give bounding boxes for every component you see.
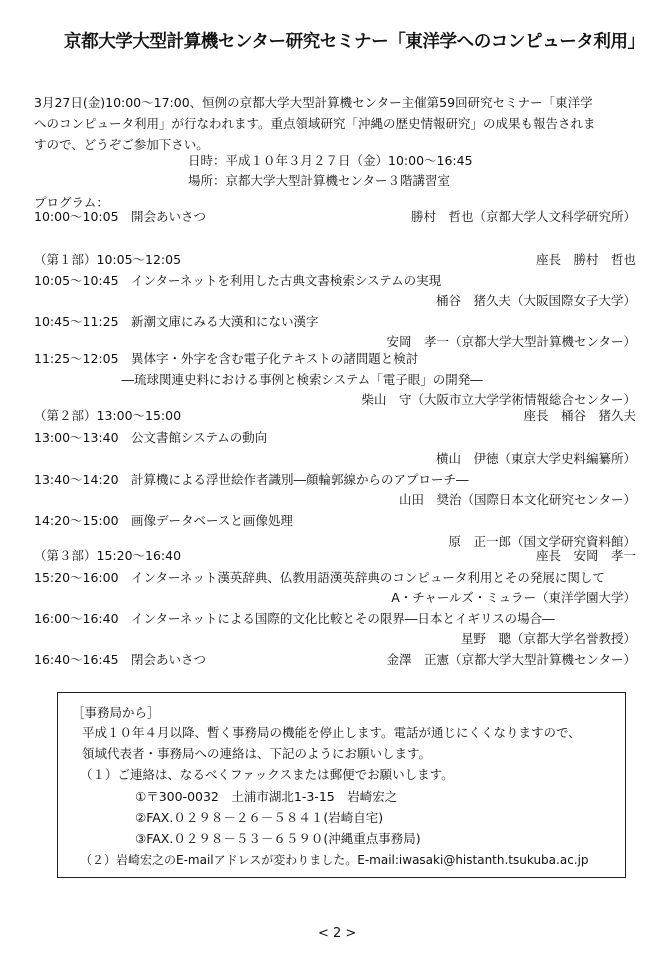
program-speaker: 座長 勝村 哲也 bbox=[535, 252, 636, 267]
notice-line: （１）ご連絡は、なるべくファックスまたは郵便でお願いします。 bbox=[80, 767, 454, 782]
program-item: 14:20～15:00 画像データベースと画像処理 bbox=[34, 513, 293, 528]
event-date: 日時：平成１０年３月２７日（金）10:00～16:45 bbox=[188, 153, 473, 168]
program-item: 16:40～16:45 閉会あいさつ bbox=[34, 652, 207, 667]
intro-line-2: へのコンピュータ利用」が行なわれます。重点領域研究「沖縄の歴史情報研究」の成果も報告されま bbox=[34, 116, 596, 131]
program-item: 13:40～14:20 計算機による浮世絵作者識別―顔輪郭線からのアプローチ― bbox=[34, 472, 469, 487]
notice-line: ②FAX.０２９８－２６－５８４１(岩崎自宅) bbox=[135, 810, 384, 825]
program-speaker: 座長 安岡 孝一 bbox=[535, 548, 636, 563]
event-place: 場所：京都大学大型計算機センター３階講習室 bbox=[188, 173, 451, 188]
program-item: （第３部）15:20～16:40 bbox=[34, 548, 182, 563]
program-item: 10:05～10:45 インターネットを利用した古典文書検索システムの実現 bbox=[34, 273, 442, 288]
page-number: < 2 > bbox=[318, 926, 357, 941]
intro-line-3: すので、どうぞご参加下さい。 bbox=[34, 137, 209, 152]
program-heading: プログラム： bbox=[34, 195, 109, 210]
program-speaker: 安岡 孝一（京都大学大型計算機センター） bbox=[386, 334, 636, 349]
page-title: 京都大学大型計算機センター研究セミナー「東洋学へのコンピュータ利用」 bbox=[64, 32, 645, 52]
notice-line: ①〒300-0032 土浦市湖北1-3-15 岩崎宏之 bbox=[135, 789, 398, 804]
program-speaker: 柴山 守（大阪市立大学学術情報総合センター） bbox=[361, 392, 636, 407]
program-item: 10:00～10:05 開会あいさつ bbox=[34, 209, 207, 224]
program-speaker: 桶谷 猪久夫（大阪国際女子大学） bbox=[435, 293, 636, 308]
program-speaker: 山田 奨治（国際日本文化研究センター） bbox=[398, 492, 636, 507]
program-speaker: 金澤 正憲（京都大学大型計算機センター） bbox=[386, 652, 636, 667]
program-speaker: A・チャールズ・ミュラー（東洋学園大学） bbox=[391, 590, 636, 605]
notice-line: ③FAX.０２９８－５３－６５９０(沖縄重点事務局) bbox=[135, 831, 421, 846]
program-item: （第２部）13:00～15:00 bbox=[34, 408, 182, 423]
program-speaker: 星野 聰（京都大学名誉教授） bbox=[460, 631, 636, 646]
notice-line: 平成１０年４月以降、暫く事務局の機能を停止します。電話が通じにくくなりますので、 bbox=[82, 725, 581, 740]
program-speaker: 座長 桶谷 猪久夫 bbox=[523, 408, 636, 423]
program-item: 15:20～16:00 インターネット漢英辞典、仏教用語漢英辞典のコンピュータ利用とその発展に関して bbox=[34, 570, 605, 585]
program-item: 10:45～11:25 新潮文庫にみる大漢和にない漢字 bbox=[34, 314, 319, 329]
notice-heading: ［事務局から］ bbox=[72, 705, 160, 720]
program-item: ―琉球関連史料における事例と検索システム「電子眼」の開発― bbox=[34, 372, 483, 387]
intro-line-1: 3月27日(金)10:00～17:00、恒例の京都大学大型計算機センター主催第59回研究セミナー「東洋学 bbox=[34, 95, 593, 110]
program-item: 11:25～12:05 異体字・外字を含む電子化テキストの諸問題と検討 bbox=[34, 351, 419, 366]
notice-line: （２）岩崎宏之のE-mailアドレスが変わりました。E-mail:iwasaki@histanth.tsukuba.ac.jp bbox=[80, 853, 589, 867]
notice-line: 領域代表者・事務局への連絡は、下記のようにお願いします。 bbox=[82, 746, 432, 761]
program-item: （第１部）10:05～12:05 bbox=[34, 252, 182, 267]
program-item: 13:00～13:40 公文書館システムの動向 bbox=[34, 430, 268, 445]
notice-box bbox=[57, 692, 626, 878]
program-item: 16:00～16:40 インターネットによる国際的文化比較とその限界―日本とイギリスの場合― bbox=[34, 611, 555, 626]
program-speaker: 原 正一郎（国文学研究資料館） bbox=[448, 534, 636, 549]
program-speaker: 勝村 哲也（京都大学人文科学研究所） bbox=[410, 209, 636, 224]
program-speaker: 横山 伊徳（東京大学史料編纂所） bbox=[435, 451, 636, 466]
